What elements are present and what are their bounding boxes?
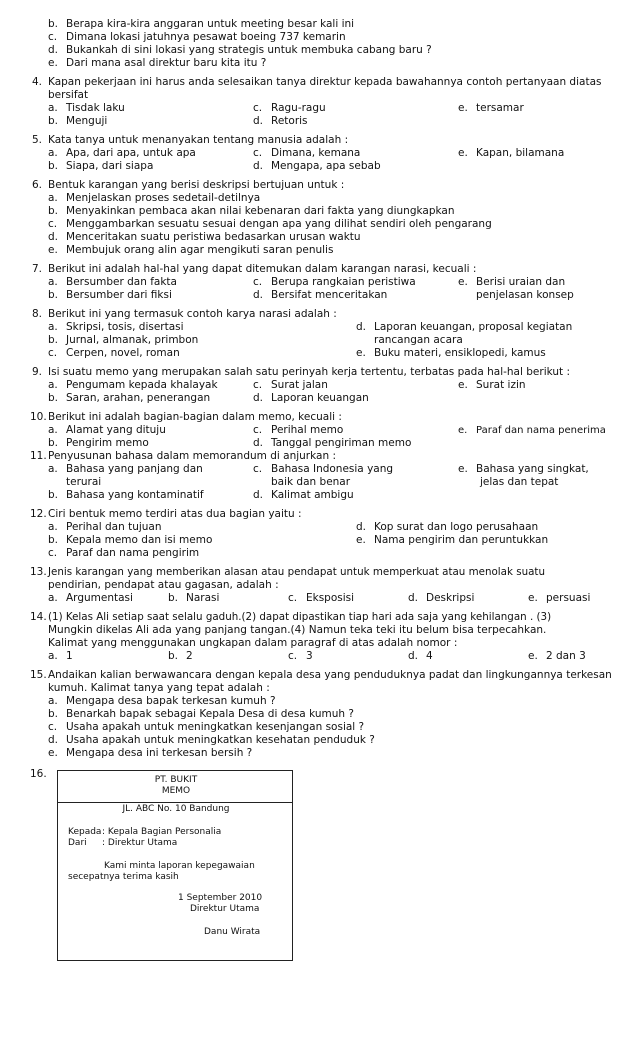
option-d: d. Mengapa, apa sebab [253, 160, 381, 172]
top-option-e: e. Dari mana asal direktur baru kita itu ? [48, 57, 267, 69]
option-c: c. Usaha apakah untuk meningkatkan kesenjangan sosial ? [48, 721, 365, 733]
option-b: b. Menyakinkan pembaca akan nilai kebenaran dari fakta yang diungkapkan [48, 205, 455, 217]
option-c: c. 3 [288, 650, 313, 662]
option-e-cont: jelas dan tepat [480, 476, 559, 488]
question-text: Isi suatu memo yang merupakan salah satu perinyah kerja tertentu, terbatas pada hal-hal berikut : [48, 366, 571, 378]
option-b: b. 2 [168, 650, 193, 662]
top-option-b: b. Berapa kira-kira anggaran untuk meeting besar kali ini [48, 18, 355, 30]
memo-from-value: : Direktur Utama [102, 838, 178, 848]
option-d: d. Laporan keuangan, proposal kegiatan [356, 321, 573, 333]
memo-date: 1 September 2010 [178, 893, 263, 903]
memo-to-value: : Kepala Bagian Personalia [102, 827, 222, 837]
option-d: d. Deskripsi [408, 592, 475, 604]
option-d: d. Retoris [253, 115, 308, 127]
option-c: c. Surat jalan [253, 379, 328, 391]
question-number: 9. [32, 366, 43, 378]
top-option-d: d. Bukankah di sini lokasi yang strategis untuk membuka cabang baru ? [48, 44, 432, 56]
option-e: e. Berisi uraian dan [458, 276, 566, 288]
option-d: d. Usaha apakah untuk meningkatkan kesehatan penduduk ? [48, 734, 375, 746]
option-a: a. Apa, dari apa, untuk apa [48, 147, 196, 159]
question-number: 10. [30, 411, 47, 423]
option-d: d. Tanggal pengiriman memo [253, 437, 412, 449]
question-text: Berikut ini yang termasuk contoh karya narasi adalah : [48, 308, 337, 320]
option-e: e. Bahasa yang singkat, [458, 463, 589, 475]
question-text: Kapan pekerjaan ini harus anda selesaikan tanya direktur kepada bawahannya contoh pertanyaan diatas [48, 76, 602, 88]
question-text: Penyusunan bahasa dalam memorandum di anjurkan : [48, 450, 336, 462]
option-b: b. Narasi [168, 592, 220, 604]
option-a: a. Bersumber dan fakta [48, 276, 177, 288]
option-b: b. Bahasa yang kontaminatif [48, 489, 204, 501]
option-a: a. Skripsi, tosis, disertasi [48, 321, 184, 333]
option-e: e. 2 dan 3 [528, 650, 586, 662]
option-a: a. Bahasa yang panjang dan [48, 463, 203, 475]
question-text: Mungkin dikelas Ali ada yang panjang tangan.(4) Namun teka teki itu belum bisa terpecahkan. [48, 624, 547, 636]
top-option-c: c. Dimana lokasi jatuhnya pesawat boeing 737 kemarin [48, 31, 346, 43]
option-c: c. Berupa rangkaian peristiwa [253, 276, 416, 288]
option-b: b. Kepala memo dan isi memo [48, 534, 213, 546]
option-d: d. Kalimat ambigu [253, 489, 354, 501]
question-text: (1) Kelas Ali setiap saat selalu gaduh.(2) dapat dipastikan tiap hari ada saja yang kehilangan . (3) [48, 611, 552, 623]
question-text: Jenis karangan yang memberikan alasan atau pendapat untuk memperkuat atau menolak suatu [48, 566, 545, 578]
memo-body-line2: secepatnya terima kasih [68, 872, 179, 882]
option-e: e. persuasi [528, 592, 591, 604]
option-a: a. Alamat yang dituju [48, 424, 166, 436]
question-number: 8. [32, 308, 43, 320]
memo-position: Direktur Utama [190, 904, 260, 914]
option-d: d. Menceritakan suatu peristiwa bedasarkan urusan waktu [48, 231, 361, 243]
option-c: c. Menggambarkan sesuatu sesuai dengan apa yang dilihat sendiri oleh pengarang [48, 218, 492, 230]
question-number: 16. [30, 768, 47, 780]
option-d-cont: rancangan acara [374, 334, 463, 346]
option-d: d. Kop surat dan logo perusahaan [356, 521, 539, 533]
option-d: d. Bersifat menceritakan [253, 289, 388, 301]
question-number: 6. [32, 179, 43, 191]
option-e: e. Buku materi, ensiklopedi, kamus [356, 347, 546, 359]
option-e: e. Surat izin [458, 379, 526, 391]
option-c: c. Eksposisi [288, 592, 355, 604]
option-e: e. Nama pengirim dan peruntukkan [356, 534, 549, 546]
option-d: d. 4 [408, 650, 433, 662]
option-e-cont: penjelasan konsep [476, 289, 574, 301]
memo-from-label: Dari [68, 838, 87, 848]
option-c: c. Ragu-ragu [253, 102, 326, 114]
memo-body-line1: Kami minta laporan kepegawaian [104, 861, 255, 871]
option-e: e. tersamar [458, 102, 524, 114]
option-b: b. Saran, arahan, penerangan [48, 392, 211, 404]
question-text: Kata tanya untuk menanyakan tentang manusia adalah : [48, 134, 349, 146]
question-number: 5. [32, 134, 43, 146]
question-text: kumuh. Kalimat tanya yang tepat adalah : [48, 682, 270, 694]
memo-address: JL. ABC No. 10 Bandung [122, 804, 230, 814]
memo-divider [58, 802, 292, 803]
question-number: 11. [30, 450, 47, 462]
question-number: 12. [30, 508, 47, 520]
option-b: b. Menguji [48, 115, 108, 127]
question-text: Ciri bentuk memo terdiri atas dua bagian yaitu : [48, 508, 302, 520]
option-c-cont: baik dan benar [271, 476, 351, 488]
question-text: bersifat [48, 89, 89, 101]
question-text: Kalimat yang menggunakan ungkapan dalam paragraf di atas adalah nomor : [48, 637, 458, 649]
option-b: b. Pengirim memo [48, 437, 149, 449]
question-number: 4. [32, 76, 43, 88]
option-c: c. Bahasa Indonesia yang [253, 463, 394, 475]
option-a-cont: terurai [66, 476, 102, 488]
question-number: 15. [30, 669, 47, 681]
option-e: e. Membujuk orang alin agar mengikuti saran penulis [48, 244, 334, 256]
memo-to-label: Kepada [68, 827, 102, 837]
option-a: a. Tisdak laku [48, 102, 125, 114]
question-text: Andaikan kalian berwawancara dengan kepala desa yang penduduknya padat dan lingkungannya terkesan [48, 669, 612, 681]
question-text: Bentuk karangan yang berisi deskripsi bertujuan untuk : [48, 179, 345, 191]
option-a: a. 1 [48, 650, 73, 662]
option-c: c. Perihal memo [253, 424, 344, 436]
option-a: a. Menjelaskan proses sedetail-detilnya [48, 192, 261, 204]
option-a: a. Argumentasi [48, 592, 133, 604]
option-a: a. Pengumam kepada khalayak [48, 379, 218, 391]
option-e: e. Kapan, bilamana [458, 147, 565, 159]
memo-title: MEMO [161, 786, 191, 796]
question-text: Berikut ini adalah bagian-bagian dalam memo, kecuali : [48, 411, 342, 423]
option-e: e. Paraf dan nama penerima [458, 425, 606, 436]
question-number: 13. [30, 566, 47, 578]
option-a: a. Mengapa desa bapak terkesan kumuh ? [48, 695, 276, 707]
memo-company: PT. BUKIT [154, 775, 198, 785]
question-number: 14. [30, 611, 47, 623]
option-c: c. Paraf dan nama pengirim [48, 547, 200, 559]
question-text: pendirian, pendapat atau gagasan, adalah : [48, 579, 279, 591]
question-text: Berikut ini adalah hal-hal yang dapat ditemukan dalam karangan narasi, kecuali : [48, 263, 477, 275]
option-e: e. Mengapa desa ini terkesan bersih ? [48, 747, 253, 759]
option-a: a. Perihal dan tujuan [48, 521, 162, 533]
option-b: b. Benarkah bapak sebagai Kepala Desa di desa kumuh ? [48, 708, 354, 720]
question-number: 7. [32, 263, 43, 275]
option-d: d. Laporan keuangan [253, 392, 369, 404]
option-c: c. Dimana, kemana [253, 147, 361, 159]
option-b: b. Bersumber dari fiksi [48, 289, 172, 301]
memo-box [57, 770, 293, 961]
option-b: b. Siapa, dari siapa [48, 160, 154, 172]
memo-signer: Danu Wirata [204, 927, 261, 937]
option-b: b. Jurnal, almanak, primbon [48, 334, 199, 346]
option-c: c. Cerpen, novel, roman [48, 347, 180, 359]
